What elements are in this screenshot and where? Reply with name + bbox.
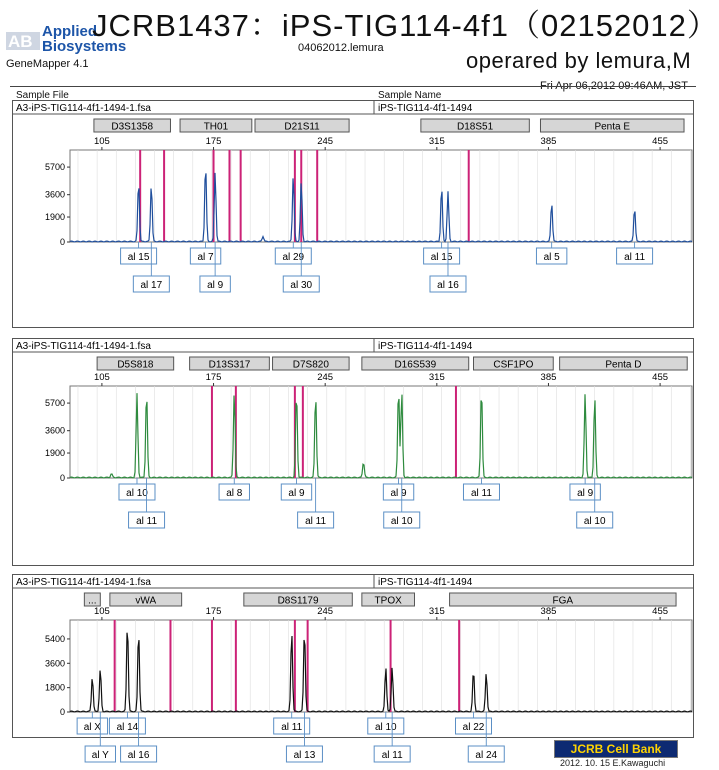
- y-tick-label: 5400: [44, 633, 65, 644]
- locus-marker-label: FGA: [552, 595, 574, 607]
- page-title: JCRB1437：iPS-TIG114-4f1（02152012）: [92, 8, 719, 43]
- x-tick-label: 105: [93, 606, 110, 617]
- x-tick-label: 385: [540, 136, 557, 147]
- locus-marker-label: Penta D: [605, 359, 642, 371]
- allele-call-label: al 16: [437, 280, 459, 291]
- allele-call-label: al 9: [288, 488, 305, 499]
- y-tick-label: 0: [59, 707, 65, 717]
- x-tick-label: 455: [652, 136, 669, 147]
- y-tick-label: 0: [59, 473, 65, 483]
- locus-marker-label: D3S1358: [111, 121, 154, 133]
- plot-area: [70, 620, 692, 712]
- y-tick-label: 1900: [44, 212, 65, 223]
- allele-call-label: al 11: [136, 516, 158, 527]
- x-tick-label: 315: [428, 372, 445, 383]
- locus-marker-label: D7S820: [292, 359, 329, 371]
- allele-call-label: al 29: [282, 252, 305, 263]
- locus-marker-label: D13S317: [208, 359, 251, 371]
- brand-name: Applied Biosystems: [42, 23, 127, 55]
- locus-marker-label: CSF1PO: [493, 359, 534, 371]
- electropherogram-panel-1: [12, 100, 694, 328]
- project-name: 04062012.lemura: [298, 42, 384, 54]
- column-header-sample-file: Sample File: [16, 90, 69, 101]
- allele-call-label: al 13: [293, 750, 316, 761]
- allele-call-label: al 7: [197, 252, 214, 263]
- allele-call-label: al 15: [127, 252, 150, 263]
- y-tick-label: 5700: [44, 162, 65, 173]
- svg-text:AB: AB: [8, 32, 33, 51]
- electropherogram-panel-2: [12, 338, 694, 566]
- x-tick-label: 245: [317, 606, 334, 617]
- y-tick-label: 3600: [44, 658, 65, 669]
- plot-area: [70, 386, 692, 478]
- x-tick-label: 385: [540, 372, 557, 383]
- allele-call-label: al 10: [374, 722, 397, 733]
- y-tick-label: 3600: [44, 189, 65, 200]
- header-divider: [10, 86, 696, 87]
- allele-call-label: al 11: [305, 516, 327, 527]
- allele-call-label: al 9: [390, 488, 407, 499]
- x-tick-label: 455: [652, 372, 669, 383]
- allele-call-label: al 11: [471, 488, 492, 499]
- allele-call-label: al 15: [430, 252, 453, 263]
- x-tick-label: 175: [205, 136, 222, 147]
- allele-call-label: al 17: [140, 280, 163, 291]
- allele-call-label: al 9: [577, 488, 594, 499]
- allele-call-label: al 16: [127, 750, 150, 761]
- locus-marker-label: D5S818: [117, 359, 154, 371]
- sample-file-name: A3-iPS-TIG114-4f1-1494-1.fsa: [16, 577, 151, 588]
- locus-marker-label: D18S51: [457, 121, 494, 133]
- sample-name: iPS-TIG114-4f1-1494: [378, 577, 473, 588]
- x-tick-label: 245: [317, 372, 334, 383]
- sample-file-name: A3-iPS-TIG114-4f1-1494-1.fsa: [16, 341, 151, 352]
- allele-call-label: al 10: [126, 488, 148, 499]
- x-tick-label: 315: [428, 606, 445, 617]
- locus-marker-label: D21S11: [284, 121, 320, 133]
- allele-call-label: al 8: [226, 488, 243, 499]
- allele-call-label: al X: [83, 722, 101, 733]
- locus-marker-label: D16S539: [394, 359, 437, 371]
- allele-call-label: al 11: [624, 252, 646, 263]
- cell-bank-badge: JCRB Cell Bank: [554, 740, 678, 758]
- locus-marker-label: vWA: [135, 595, 157, 607]
- operator-label: operared by lemura,M: [466, 48, 692, 73]
- locus-marker-label: D8S1179: [277, 595, 319, 607]
- sample-file-name: A3-iPS-TIG114-4f1-1494-1.fsa: [16, 103, 151, 114]
- allele-call-label: al 24: [475, 750, 498, 761]
- sample-name: iPS-TIG114-4f1-1494: [378, 103, 473, 114]
- x-tick-label: 245: [317, 136, 334, 147]
- x-tick-label: 455: [652, 606, 669, 617]
- allele-call-label: al 22: [462, 722, 485, 733]
- allele-call-label: al 5: [543, 252, 560, 263]
- footer-credit: 2012. 10. 15 E.Kawaguchi: [560, 758, 666, 768]
- x-tick-label: 175: [205, 372, 222, 383]
- y-tick-label: 1800: [44, 682, 65, 693]
- allele-call-label: al 11: [281, 722, 303, 733]
- locus-marker-label: Penta E: [594, 121, 631, 133]
- print-timestamp: Fri Apr 06,2012 09:46AM, JST: [540, 80, 688, 92]
- locus-marker-label: ...: [88, 595, 97, 607]
- allele-call-label: al 9: [207, 280, 224, 291]
- allele-call-label: al 14: [116, 722, 139, 733]
- column-header-sample-name: Sample Name: [378, 90, 442, 101]
- y-tick-label: 3600: [44, 425, 65, 436]
- y-tick-label: 1900: [44, 448, 65, 459]
- locus-marker-label: TH01: [203, 121, 229, 133]
- locus-marker-label: TPOX: [374, 595, 402, 607]
- x-tick-label: 105: [93, 136, 110, 147]
- y-tick-label: 0: [59, 237, 65, 247]
- y-tick-label: 5700: [44, 398, 65, 409]
- allele-call-label: al 11: [381, 750, 403, 761]
- allele-call-label: al Y: [91, 750, 109, 761]
- sample-name: iPS-TIG114-4f1-1494: [378, 341, 473, 352]
- allele-call-label: al 30: [290, 280, 313, 291]
- applied-biosystems-logo-icon: [6, 30, 42, 52]
- x-tick-label: 175: [205, 606, 222, 617]
- product-version: GeneMapper 4.1: [6, 58, 89, 70]
- allele-call-label: al 10: [390, 516, 413, 527]
- x-tick-label: 385: [540, 606, 557, 617]
- allele-call-label: al 10: [583, 516, 606, 527]
- x-tick-label: 315: [428, 136, 445, 147]
- x-tick-label: 105: [93, 372, 110, 383]
